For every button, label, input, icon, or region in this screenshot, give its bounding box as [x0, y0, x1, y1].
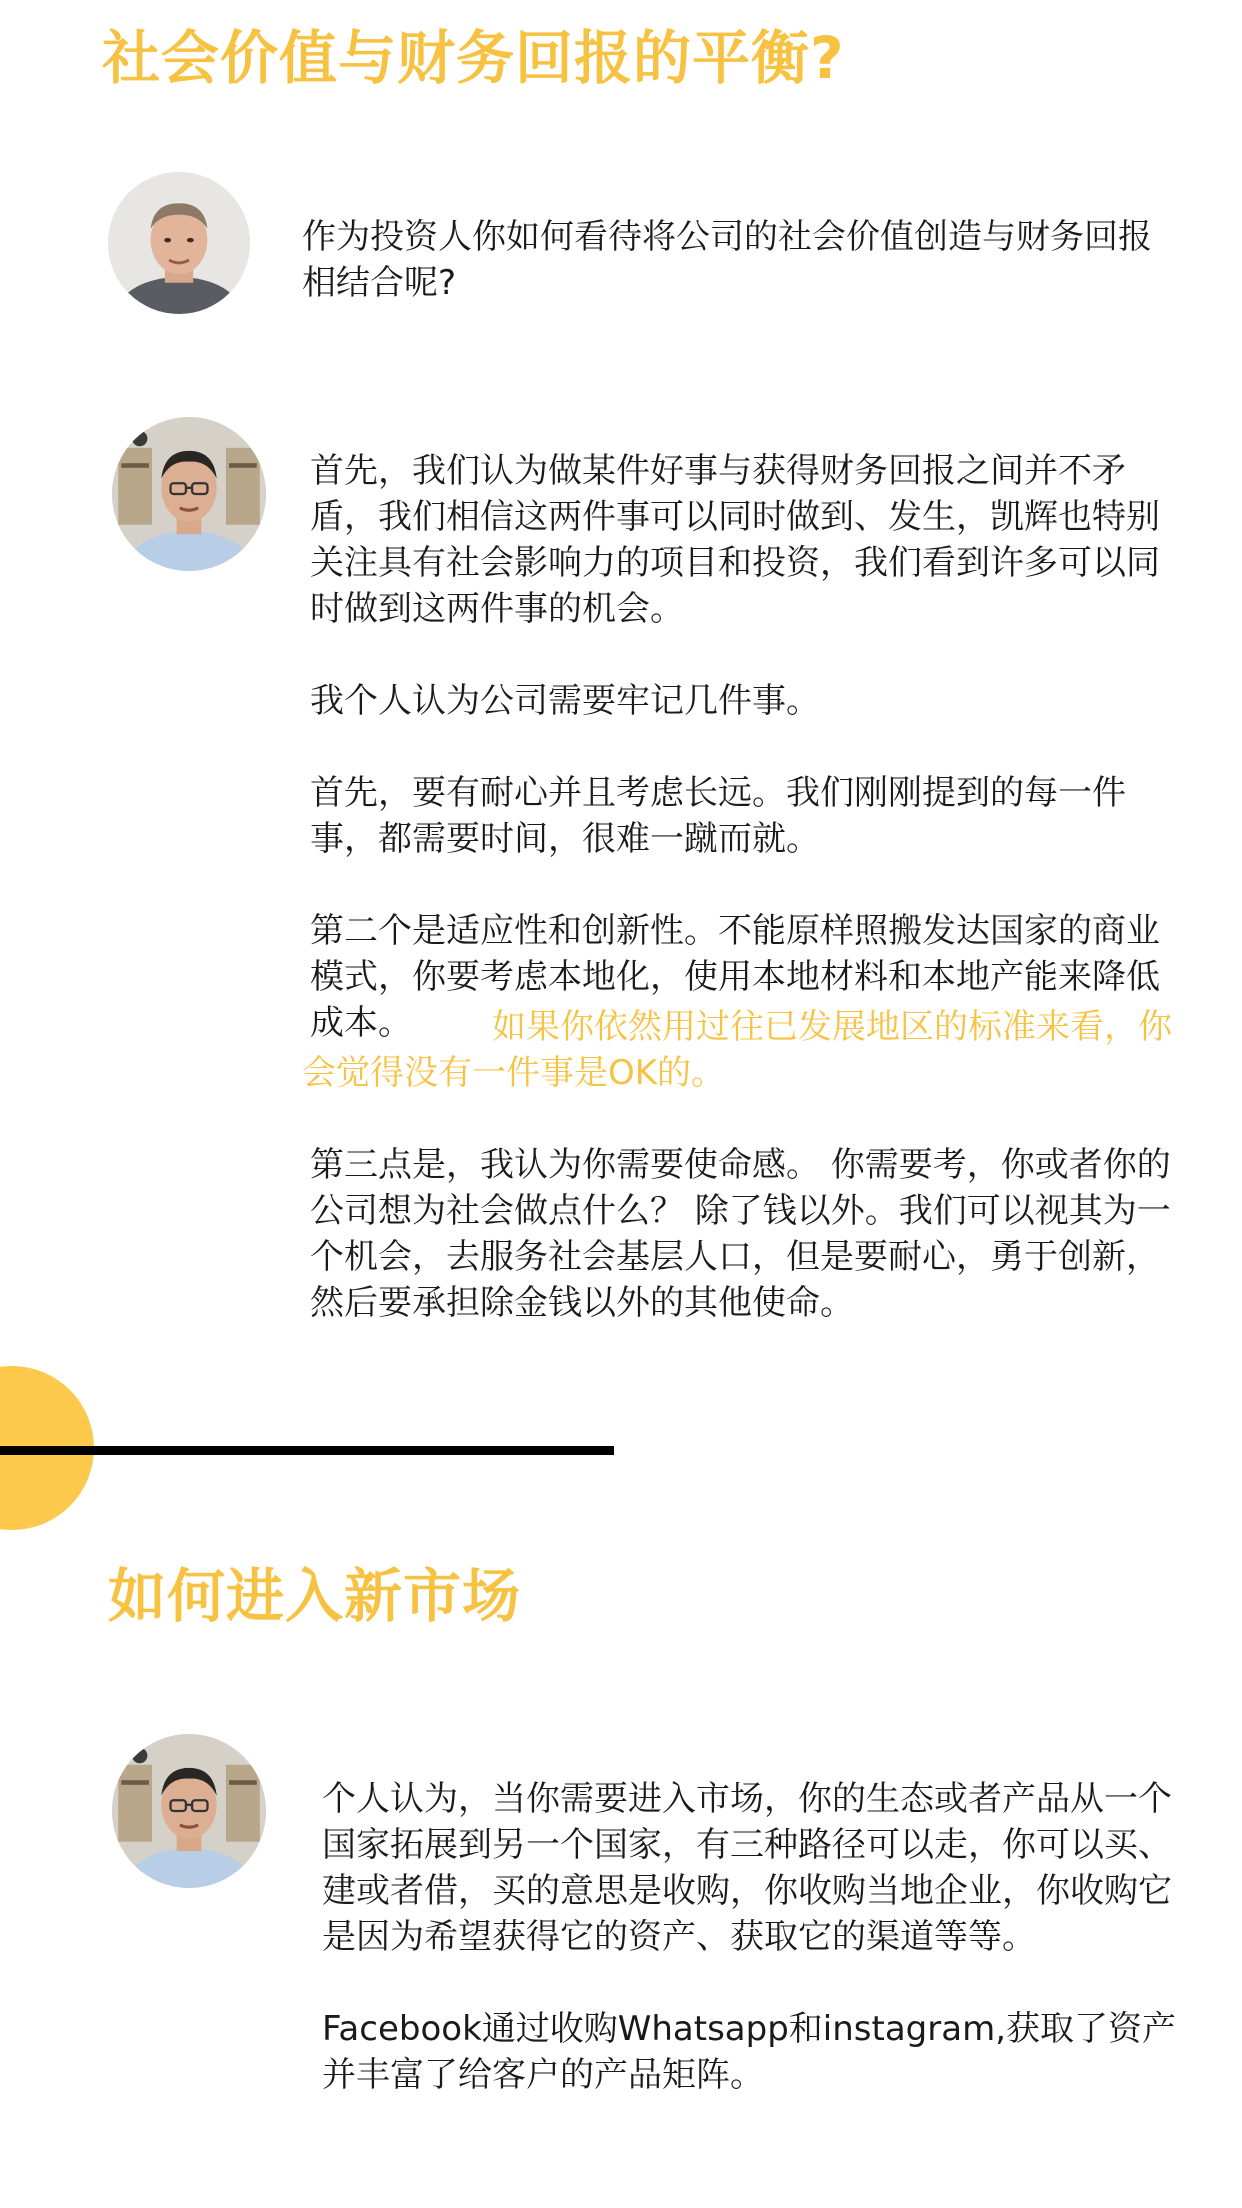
answer-paragraph-third-point: 第三点是，我认为你需要使命感。 你需要考，你或者你的公司想为社会做点什么？ 除了钱以外。我们可以视其为一个机会，去服务社会基层人口，但是要耐心，勇于创新，然后要承担除金钱以外的其他使命。 — [310, 1145, 1171, 1323]
highlighted-quote: 如果你依然用过往已发展地区的标准来看，你会觉得没有一件事是OK的。 — [302, 1007, 1172, 1093]
answer-paragraph: 第二个是适应性和创新性。不能原样照搬发达国家的商业模式，你要考虑本地化，使用本地材料和本地产能来降低成本。 — [310, 911, 1160, 1043]
interviewee-answer-1 — [310, 448, 1190, 1046]
interviewer-avatar — [108, 172, 250, 314]
interviewee-portrait-icon — [112, 417, 266, 571]
interviewer-portrait-icon — [108, 172, 250, 314]
interviewee-avatar — [112, 417, 266, 571]
answer-paragraph: 首先，要有耐心并且考虑长远。我们刚刚提到的每一件事，都需要时间，很难一蹴而就。 — [310, 773, 1126, 859]
interviewer-question: 作为投资人你如何看待将公司的社会价值创造与财务回报相结合呢? — [302, 217, 1152, 303]
interviewee-avatar — [112, 1734, 266, 1888]
interviewee-answer-2 — [322, 1776, 1192, 2098]
answer-paragraph: 个人认为，当你需要进入市场，你的生态或者产品从一个国家拓展到另一个国家，有三种路径可以走，你可以买、建或者借，买的意思是收购，你收购当地企业，你收购它是因为希望获得它的资产、获取它的渠道等等。 — [322, 1779, 1172, 1957]
answer-paragraph: Facebook通过收购Whatsapp和instagram,获取了资产并丰富了给客户的产品矩阵。 — [322, 2009, 1177, 2095]
section-divider — [0, 1446, 614, 1455]
interviewee-portrait-icon — [112, 1734, 266, 1888]
answer-paragraph: 首先，我们认为做某件好事与获得财务回报之间并不矛盾，我们相信这两件事可以同时做到、发生，凯辉也特别关注具有社会影响力的项目和投资，我们看到许多可以同时做到这两件事的机会。 — [310, 451, 1160, 629]
section-heading-new-market: 如何进入新市场 — [108, 1562, 522, 1630]
section-heading-social-value: 社会价值与财务回报的平衡? — [102, 24, 845, 92]
answer-paragraph: 我个人认为公司需要牢记几件事。 — [310, 681, 820, 721]
